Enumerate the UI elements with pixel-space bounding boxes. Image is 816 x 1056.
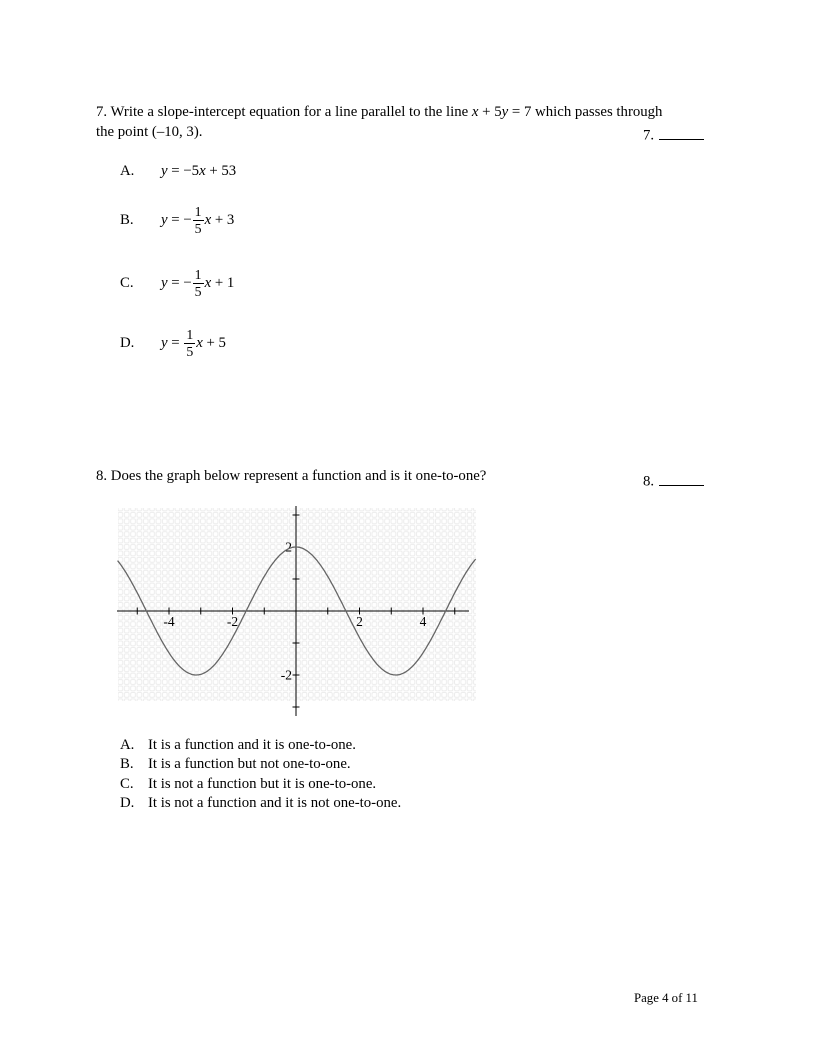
question-7-prompt: 7. Write a slope-intercept equation for a line parallel to the line x + 5y = 7 which passes through the point (–10, 3).	[96, 104, 663, 140]
option-equation: y = − $\frac{1}{5}$ x + 3	[161, 203, 235, 236]
q8-option-a	[120, 736, 401, 755]
x-tick-label: 4	[419, 614, 427, 629]
option-letter: B.	[120, 211, 134, 228]
footer-page-number: Page 4 of 11	[634, 991, 698, 1005]
answer-7-label: 7.	[643, 127, 655, 144]
q8-option-d	[120, 794, 401, 813]
y-tick-label: 2	[285, 539, 292, 555]
option-letter: A.	[120, 162, 135, 179]
option-letter: C.	[120, 775, 134, 792]
q8-option-c	[120, 775, 401, 794]
x-tick-label: -4	[163, 614, 175, 629]
option-equation: y = $\frac{1}{5}$ x + 5	[161, 326, 226, 359]
question-8-answer-blank	[643, 469, 704, 491]
q7-option-d	[120, 320, 226, 366]
y-tick-label: -2	[280, 667, 292, 683]
question-8-options	[120, 736, 401, 813]
q7-option-b	[120, 197, 234, 243]
fraction: $\frac{1}{5}$	[186, 326, 194, 359]
option-letter: A.	[120, 737, 135, 753]
question-7-answer-blank	[643, 123, 704, 145]
function-graph	[117, 505, 481, 718]
q7-option-c	[120, 260, 234, 306]
option-text: It is not a function but it is one-to-one.	[148, 775, 377, 792]
answer-7-line	[659, 123, 704, 140]
cosine-graph-svg	[117, 505, 481, 718]
x-tick-label: 2	[356, 614, 363, 629]
option-text: It is a function and it is one-to-one.	[148, 737, 356, 753]
answer-8-line	[659, 469, 704, 486]
question-8-prompt: 8. Does the graph below represent a function and is it one-to-one?	[96, 468, 487, 484]
option-letter: D.	[120, 334, 135, 351]
grid	[118, 508, 476, 701]
q7-option-a	[120, 160, 236, 182]
answer-8-label: 8.	[643, 473, 655, 490]
fraction: $\frac{1}{5}$	[194, 266, 202, 299]
option-equation: y = −5 x + 53	[161, 162, 237, 179]
q8-option-b	[120, 755, 401, 774]
option-equation: y = − $\frac{1}{5}$ x + 1	[161, 266, 235, 299]
x-tick-label: -2	[226, 614, 239, 629]
option-text: It is not a function and it is not one-to-one.	[148, 794, 402, 811]
option-letter: C.	[120, 274, 134, 291]
option-letter: B.	[120, 756, 134, 773]
fraction: $\frac{1}{5}$	[194, 203, 202, 236]
option-letter: D.	[120, 794, 135, 811]
option-text: It is a function but not one-to-one.	[148, 756, 351, 773]
